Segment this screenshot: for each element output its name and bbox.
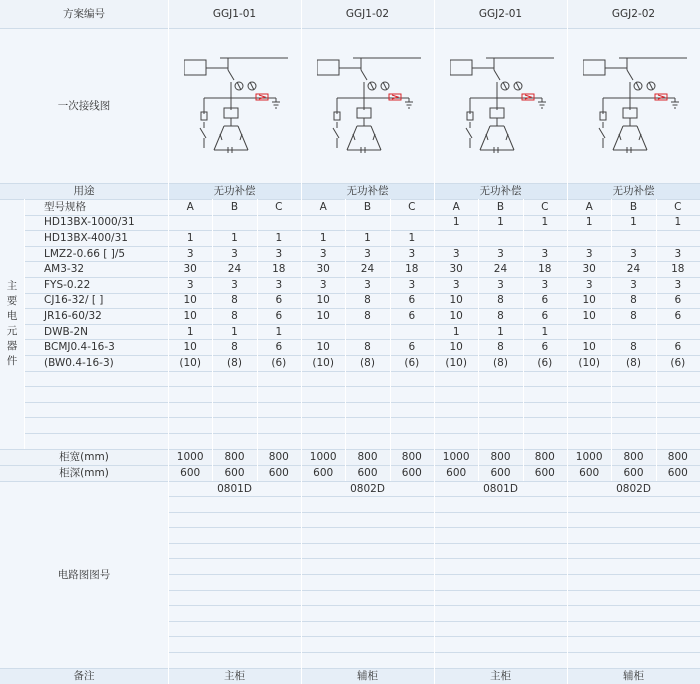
- component-qty: (10): [445, 356, 467, 369]
- component-qty: 6: [674, 294, 682, 307]
- component-qty: 24: [626, 263, 641, 276]
- component-qty: 30: [582, 263, 596, 276]
- component-qty: [345, 215, 389, 231]
- component-qty: 3: [630, 247, 637, 260]
- phase-header: B: [230, 200, 239, 213]
- component-qty: 10: [449, 309, 463, 322]
- component-qty: 3: [408, 278, 416, 291]
- component-name: HD13BX-400/31: [44, 231, 128, 244]
- component-qty: 6: [275, 309, 283, 322]
- component-qty: [301, 324, 345, 340]
- component-qty: 6: [275, 294, 283, 307]
- component-qty: 3: [186, 247, 194, 260]
- component-qty: [168, 215, 212, 231]
- grid-line: [24, 402, 700, 403]
- width-label: 柜宽(mm): [59, 451, 109, 463]
- component-qty: 10: [316, 294, 330, 307]
- grid-line: [24, 433, 700, 434]
- spec-header-label: 型号规格: [44, 200, 86, 213]
- component-qty: 8: [231, 294, 238, 307]
- usage-value-2: 无功补偿: [346, 185, 389, 197]
- usage-label: 用途: [73, 185, 95, 197]
- component-qty: 1: [541, 325, 549, 338]
- component-qty: (6): [271, 356, 287, 369]
- component-qty: 8: [630, 341, 637, 354]
- component-qty: 1: [231, 231, 238, 244]
- component-qty: (8): [493, 356, 508, 369]
- column-divider: [345, 199, 346, 481]
- component-qty: [434, 230, 478, 246]
- component-name: JR16-60/32: [44, 309, 102, 322]
- component-qty: (8): [227, 356, 242, 369]
- component-name: FYS-0.22: [44, 278, 91, 291]
- width-value: 800: [534, 451, 555, 463]
- component-qty: 10: [183, 294, 197, 307]
- main-components-char: 器: [6, 340, 18, 352]
- component-qty: 1: [497, 216, 504, 229]
- phase-header: C: [674, 200, 682, 213]
- component-qty: 10: [183, 341, 197, 354]
- depth-value: 600: [623, 467, 644, 479]
- phase-header: B: [363, 200, 372, 213]
- component-qty: 3: [497, 247, 504, 260]
- component-qty: 3: [275, 247, 283, 260]
- component-qty: 8: [630, 294, 637, 307]
- component-qty: 1: [319, 231, 327, 244]
- circuit-number-3: 0801D: [483, 482, 518, 495]
- component-qty: [390, 215, 434, 231]
- component-qty: 1: [541, 216, 549, 229]
- width-value: 1000: [442, 451, 470, 463]
- component-qty: [611, 324, 655, 340]
- component-qty: 18: [538, 263, 552, 276]
- depth-value: 600: [490, 467, 511, 479]
- component-qty: 8: [630, 309, 637, 322]
- scheme-id-1: GGJ1-01: [212, 8, 257, 20]
- remark-value-3: 主柜: [490, 670, 511, 682]
- circuit-number-2: 0802D: [350, 482, 385, 495]
- component-qty: 3: [541, 247, 549, 260]
- component-qty: 6: [541, 294, 549, 307]
- component-qty: 8: [231, 341, 238, 354]
- component-name: HD13BX-1000/31: [44, 216, 135, 229]
- component-qty: [345, 324, 389, 340]
- wiring-diagram-4: [583, 50, 693, 165]
- component-qty: 3: [497, 278, 504, 291]
- component-qty: [301, 215, 345, 231]
- component-qty: 30: [449, 263, 463, 276]
- component-qty: 1: [630, 216, 637, 229]
- depth-value: 600: [180, 467, 201, 479]
- component-qty: [523, 230, 567, 246]
- component-qty: (6): [670, 356, 686, 369]
- component-qty: 3: [319, 278, 327, 291]
- component-qty: 1: [186, 325, 194, 338]
- component-qty: 1: [674, 216, 682, 229]
- component-qty: 3: [231, 278, 238, 291]
- usage-value-4: 无功补偿: [612, 185, 655, 197]
- column-divider: [434, 0, 435, 684]
- component-qty: 3: [319, 247, 327, 260]
- column-divider: [611, 199, 612, 481]
- component-qty: [257, 215, 301, 231]
- component-qty: 3: [674, 247, 682, 260]
- component-qty: 3: [275, 278, 283, 291]
- wiring-diagram-3: [450, 50, 560, 165]
- component-qty: 3: [585, 278, 593, 291]
- component-name: LMZ2-0.66 [ ]/5: [44, 247, 126, 260]
- component-qty: 3: [452, 278, 460, 291]
- main-components-char: 要: [6, 295, 18, 307]
- component-qty: 3: [630, 278, 637, 291]
- component-qty: 3: [408, 247, 416, 260]
- component-qty: 6: [275, 341, 283, 354]
- component-name: (BW0.4-16-3): [44, 356, 114, 369]
- component-qty: 6: [674, 341, 682, 354]
- phase-header: A: [319, 200, 327, 213]
- component-qty: 24: [227, 263, 242, 276]
- depth-value: 600: [268, 467, 289, 479]
- grid-line: [24, 386, 700, 387]
- component-name: BCMJ0.4-16-3: [44, 341, 115, 354]
- remark-value-4: 辅柜: [623, 670, 644, 682]
- component-qty: 24: [360, 263, 375, 276]
- header-label: 方案编号: [63, 8, 105, 20]
- component-qty: (10): [179, 356, 201, 369]
- component-qty: 24: [493, 263, 508, 276]
- component-qty: 3: [452, 247, 460, 260]
- component-qty: [567, 230, 611, 246]
- main-components-label: [0, 199, 24, 449]
- component-qty: 3: [364, 247, 371, 260]
- component-qty: 6: [541, 309, 549, 322]
- width-value: 800: [224, 451, 245, 463]
- remark-value-1: 主柜: [224, 670, 245, 682]
- component-qty: 1: [364, 231, 371, 244]
- column-divider: [257, 199, 258, 481]
- phase-header: B: [629, 200, 638, 213]
- component-qty: 1: [452, 216, 460, 229]
- phase-header: C: [408, 200, 416, 213]
- component-qty: 8: [231, 309, 238, 322]
- component-name: AM3-32: [44, 263, 85, 276]
- grid-line: [24, 371, 700, 372]
- circuit-number-1: 0801D: [217, 482, 252, 495]
- width-value: 1000: [176, 451, 204, 463]
- component-qty: 1: [231, 325, 238, 338]
- depth-value: 600: [357, 467, 378, 479]
- phase-header: A: [186, 200, 194, 213]
- depth-value: 600: [667, 467, 688, 479]
- component-qty: 1: [275, 325, 283, 338]
- component-qty: [478, 230, 522, 246]
- component-qty: 6: [408, 309, 416, 322]
- component-qty: 1: [275, 231, 283, 244]
- grid-line: [24, 417, 700, 418]
- scheme-id-4: GGJ2-02: [611, 8, 656, 20]
- component-qty: 3: [674, 278, 682, 291]
- usage-value-3: 无功补偿: [479, 185, 522, 197]
- component-qty: 8: [497, 341, 504, 354]
- component-qty: (10): [312, 356, 334, 369]
- component-qty: 6: [408, 294, 416, 307]
- component-qty: 10: [582, 309, 596, 322]
- scheme-id-3: GGJ2-01: [478, 8, 523, 20]
- width-value: 800: [490, 451, 511, 463]
- depth-value: 600: [534, 467, 555, 479]
- component-qty: (10): [578, 356, 600, 369]
- component-qty: 18: [405, 263, 419, 276]
- component-name: CJ16-32/ [ ]: [44, 294, 104, 307]
- component-qty: 30: [316, 263, 330, 276]
- component-qty: 6: [408, 341, 416, 354]
- component-qty: 8: [364, 309, 371, 322]
- component-qty: [567, 324, 611, 340]
- column-divider: [656, 199, 657, 481]
- component-qty: (8): [626, 356, 641, 369]
- depth-value: 600: [224, 467, 245, 479]
- depth-value: 600: [446, 467, 467, 479]
- component-qty: 1: [408, 231, 416, 244]
- component-qty: 1: [497, 325, 504, 338]
- component-qty: 1: [585, 216, 593, 229]
- component-qty: 10: [582, 341, 596, 354]
- component-qty: [611, 230, 655, 246]
- component-qty: 6: [541, 341, 549, 354]
- component-qty: [656, 324, 700, 340]
- main-components-char: 件: [6, 355, 18, 367]
- component-qty: 10: [582, 294, 596, 307]
- column-divider: [478, 199, 479, 481]
- wiring-diagram-2: [317, 50, 427, 165]
- component-qty: 30: [183, 263, 197, 276]
- component-qty: 3: [541, 278, 549, 291]
- width-value: 1000: [309, 451, 337, 463]
- width-value: 800: [357, 451, 378, 463]
- main-components-char: 元: [6, 325, 18, 337]
- component-qty: 10: [183, 309, 197, 322]
- circuit-label: 电路图图号: [57, 568, 111, 581]
- component-qty: 3: [231, 247, 238, 260]
- component-qty: (6): [404, 356, 420, 369]
- phase-header: A: [585, 200, 593, 213]
- remark-value-2: 辅柜: [357, 670, 378, 682]
- component-qty: 10: [316, 341, 330, 354]
- wiring-diagram-1: [184, 50, 294, 165]
- component-qty: 3: [364, 278, 371, 291]
- width-value: 800: [268, 451, 289, 463]
- component-qty: 1: [186, 231, 194, 244]
- scheme-id-2: GGJ1-02: [345, 8, 390, 20]
- circuit-number-4: 0802D: [616, 482, 651, 495]
- component-qty: (8): [360, 356, 375, 369]
- component-qty: 3: [186, 278, 194, 291]
- width-value: 800: [667, 451, 688, 463]
- depth-value: 600: [579, 467, 600, 479]
- column-divider: [523, 199, 524, 481]
- component-qty: 8: [364, 341, 371, 354]
- main-components-char: 主: [6, 280, 18, 292]
- component-qty: [656, 230, 700, 246]
- column-divider: [567, 0, 568, 684]
- component-qty: 1: [452, 325, 460, 338]
- width-value: 800: [623, 451, 644, 463]
- remarks-label: 备注: [73, 670, 95, 682]
- component-qty: (6): [537, 356, 553, 369]
- component-qty: 10: [449, 341, 463, 354]
- component-qty: 18: [272, 263, 286, 276]
- column-divider: [168, 0, 169, 684]
- component-qty: 8: [497, 294, 504, 307]
- main-components-char: 电: [6, 310, 18, 322]
- component-qty: 8: [497, 309, 504, 322]
- depth-value: 600: [313, 467, 334, 479]
- component-qty: 18: [671, 263, 685, 276]
- phase-header: C: [541, 200, 549, 213]
- usage-value-1: 无功补偿: [213, 185, 256, 197]
- phase-header: C: [275, 200, 283, 213]
- component-qty: 6: [674, 309, 682, 322]
- component-qty: 3: [585, 247, 593, 260]
- depth-label: 柜深(mm): [59, 467, 109, 479]
- component-qty: [390, 324, 434, 340]
- component-qty: 8: [364, 294, 371, 307]
- component-qty: [212, 215, 256, 231]
- component-name: DWB-2N: [44, 325, 88, 338]
- component-qty: 10: [316, 309, 330, 322]
- column-divider: [301, 0, 302, 684]
- column-divider: [390, 199, 391, 481]
- width-value: 1000: [575, 451, 603, 463]
- phase-header: A: [452, 200, 460, 213]
- column-divider: [212, 199, 213, 481]
- depth-value: 600: [401, 467, 422, 479]
- phase-header: B: [496, 200, 505, 213]
- column-divider: [24, 199, 25, 449]
- width-value: 800: [401, 451, 422, 463]
- diagram-row-label: 一次接线图: [57, 99, 111, 112]
- component-qty: 10: [449, 294, 463, 307]
